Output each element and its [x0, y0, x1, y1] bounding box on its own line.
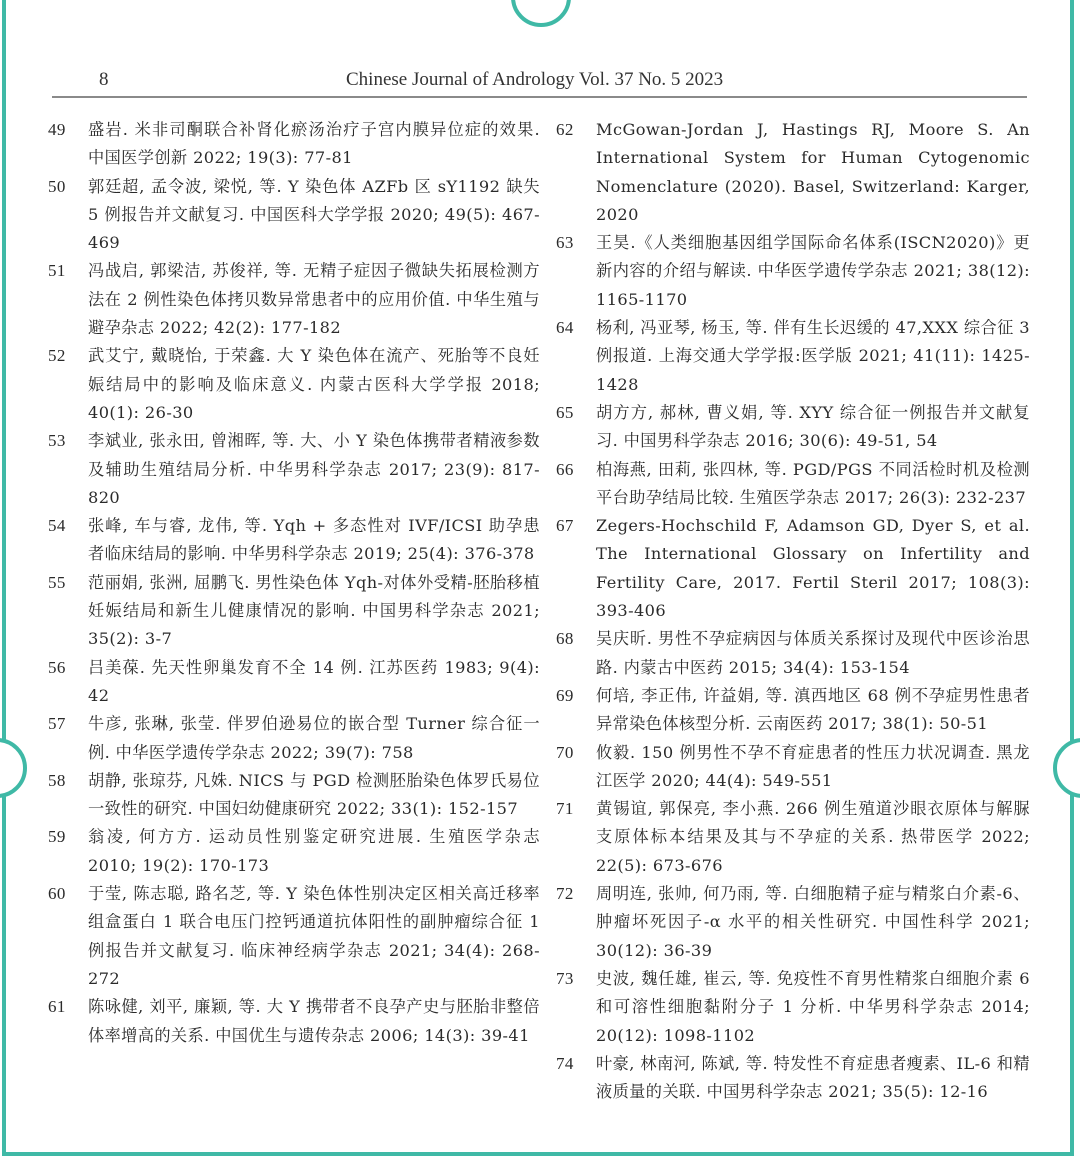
reference-item [556, 965, 1030, 1050]
reference-number: 64 [556, 318, 574, 338]
reference-text: 翁凌, 何方方. 运动员性别鉴定研究进展. 生殖医学杂志 2010; 19(2): 170-173 [88, 827, 540, 875]
reference-text: Zegers-Hochschild F, Adamson GD, Dyer S, et al. The International Glossary on Infertility and Fertility Care, 2017. Fertil Steril 2017; 108(3): 393-406 [596, 516, 1030, 621]
reference-number: 58 [48, 770, 66, 790]
reference-number: 62 [556, 120, 574, 139]
reference-item [48, 116, 540, 173]
reference-item [556, 314, 1030, 399]
reference-item [556, 116, 1030, 229]
reference-text: 史波, 魏任雄, 崔云, 等. 免疫性不育男性精浆白细胞介素 6 和可溶性细胞黏附分子 1 分析. 中华男科学杂志 2014; 20(12): 1098-1102 [596, 968, 1030, 1045]
reference-text: 盛岩. 米非司酮联合补肾化瘀汤治疗子宫内膜异位症的效果. 中国医学创新 2022; 19(3): 77-81 [88, 120, 540, 168]
reference-text: 杨利, 冯亚琴, 杨玉, 等. 伴有生长迟缓的 47,XXX 综合征 3 例报道. 上海交通大学学报:医学版 2021; 41(11): 1425-1428 [596, 318, 1030, 394]
reference-text: 吴庆昕. 男性不孕症病因与体质关系探讨及现代中医诊治思路. 内蒙古中医药 2015; 34(4): 153-154 [596, 629, 1030, 677]
reference-text: 于莹, 陈志聪, 路名芝, 等. Y 染色体性别决定区相关高迁移率组盒蛋白 1 联合电压门控钙通道抗体阳性的副肿瘤综合征 1 例报告并文献复习. 临床神经病学杂志 2021; 34(4): 268-272 [88, 884, 540, 988]
reference-number: 68 [556, 629, 574, 649]
reference-item [556, 682, 1030, 739]
reference-number: 72 [556, 884, 574, 904]
reference-item [556, 880, 1030, 965]
reference-item [556, 229, 1030, 314]
reference-number: 56 [48, 657, 66, 677]
reference-number: 61 [48, 997, 66, 1017]
reference-text: 何培, 李正伟, 许益娟, 等. 滇西地区 68 例不孕症男性患者异常染色体核型分析. 云南医药 2017; 38(1): 50-51 [596, 685, 1030, 734]
reference-item [48, 257, 540, 342]
reference-item [556, 456, 1030, 513]
reference-item [48, 173, 540, 258]
reference-number: 53 [48, 431, 66, 451]
references-left-column [48, 116, 540, 1050]
reference-number: 60 [48, 884, 66, 904]
reference-number: 59 [48, 827, 66, 847]
reference-text: 张峰, 车与睿, 龙伟, 等. Yqh + 多态性对 IVF/ICSI 助孕患者临床结局的影响. 中华男科学杂志 2019; 25(4): 376-378 [88, 516, 540, 564]
reference-number: 55 [48, 572, 66, 592]
reference-item [48, 767, 540, 824]
reference-number: 51 [48, 261, 66, 281]
reference-text: 叶豪, 林南河, 陈斌, 等. 特发性不育症患者瘦素、IL-6 和精液质量的关联. 中国男科学杂志 2021; 35(5): 12-16 [596, 1053, 1030, 1102]
reference-text: 柏海燕, 田莉, 张四林, 等. PGD/PGS 不同活检时机及检测平台助孕结局比较. 生殖医学杂志 2017; 26(3): 232-237 [596, 459, 1030, 507]
reference-number: 66 [556, 459, 574, 479]
reference-number: 49 [48, 120, 66, 139]
reference-text: 王昊.《人类细胞基因组学国际命名体系(ISCN2020)》更新内容的介绍与解读. 中华医学遗传学杂志 2021; 38(12): 1165-1170 [596, 233, 1030, 309]
left-notch-decoration [0, 738, 27, 798]
reference-text: 胡静, 张琼芬, 凡姝. NICS 与 PGD 检测胚胎染色体罗氏易位一致性的研究. 中国妇幼健康研究 2022; 33(1): 152-157 [88, 770, 540, 819]
reference-text: 郭廷超, 孟令波, 梁悦, 等. Y 染色体 AZFb 区 sY1192 缺失 5 例报告并文献复习. 中国医科大学学报 2020; 49(5): 467-469 [88, 176, 540, 253]
reference-item [48, 654, 540, 711]
references-right-column [556, 116, 1030, 1106]
reference-item [48, 427, 540, 512]
reference-text: 周明连, 张帅, 何乃雨, 等. 白细胞精子症与精浆白介素-6、肿瘤坏死因子-α 水平的相关性研究. 中国性科学 2021; 30(12): 36-39 [596, 884, 1030, 960]
reference-number: 65 [556, 402, 574, 422]
reference-item [48, 342, 540, 427]
reference-text: 吕美葆. 先天性卵巢发育不全 14 例. 江苏医药 1983; 9(4): 42 [88, 657, 540, 705]
reference-number: 67 [556, 516, 574, 536]
reference-item [48, 880, 540, 993]
reference-item [48, 512, 540, 569]
reference-number: 52 [48, 346, 66, 366]
reference-text: 冯战启, 郭梁洁, 苏俊祥, 等. 无精子症因子微缺失拓展检测方法在 2 例性染色体拷贝数异常患者中的应用价值. 中华生殖与避孕杂志 2022; 42(2): 177-182 [88, 261, 540, 338]
reference-number: 74 [556, 1053, 574, 1073]
reference-item [48, 710, 540, 767]
reference-text: 攸毅. 150 例男性不孕不育症患者的性压力状况调查. 黑龙江医学 2020; 44(4): 549-551 [596, 742, 1030, 790]
reference-item [556, 739, 1030, 796]
reference-number: 50 [48, 176, 66, 196]
reference-item [556, 795, 1030, 880]
reference-number: 71 [556, 799, 574, 819]
right-notch-decoration [1053, 738, 1080, 798]
reference-number: 69 [556, 685, 574, 705]
running-header [52, 66, 1027, 98]
reference-text: McGowan-Jordan J, Hastings RJ, Moore S. An International System for Human Cytogenomic Nomenclature (2020). Basel, Switzerland: Karger, 2020 [596, 120, 1030, 224]
page-number: 8 [99, 69, 109, 90]
reference-text: 黄锡谊, 郭保亮, 李小燕. 266 例生殖道沙眼衣原体与解脲支原体标本结果及其与不孕症的关系. 热带医学 2022; 22(5): 673-676 [596, 799, 1030, 875]
reference-item [48, 823, 540, 880]
reference-number: 57 [48, 714, 66, 734]
reference-item [48, 993, 540, 1050]
reference-number: 54 [48, 516, 66, 536]
reference-item [48, 569, 540, 654]
reference-number: 73 [556, 968, 574, 988]
reference-item [556, 399, 1030, 456]
reference-text: 武艾宁, 戴晓怡, 于荣鑫. 大 Y 染色体在流产、死胎等不良妊娠结局中的影响及临床意义. 内蒙古医科大学学报 2018; 40(1): 26-30 [88, 346, 540, 422]
reference-item [556, 512, 1030, 625]
journal-title-line: Chinese Journal of Andrology Vol. 37 No. 5 2023 [346, 69, 724, 90]
reference-text: 范丽娟, 张洲, 屈鹏飞. 男性染色体 Yqh-对体外受精-胚胎移植妊娠结局和新生儿健康情况的影响. 中国男科学杂志 2021; 35(2): 3-7 [88, 572, 540, 649]
reference-text: 牛彦, 张琳, 张莹. 伴罗伯逊易位的嵌合型 Turner 综合征一例. 中华医学遗传学杂志 2022; 39(7): 758 [88, 714, 540, 762]
top-notch-decoration [511, 0, 571, 27]
reference-number: 70 [556, 742, 574, 762]
reference-number: 63 [556, 233, 574, 253]
reference-item [556, 625, 1030, 682]
reference-text: 胡方方, 郝林, 曹义娟, 等. XYY 综合征一例报告并文献复习. 中国男科学杂志 2016; 30(6): 49-51, 54 [596, 402, 1030, 451]
reference-text: 陈咏健, 刘平, 廉颖, 等. 大 Y 携带者不良孕产史与胚胎非整倍体率增高的关系. 中国优生与遗传杂志 2006; 14(3): 39-41 [88, 997, 540, 1045]
reference-item [556, 1050, 1030, 1107]
reference-text: 李斌业, 张永田, 曾湘晖, 等. 大、小 Y 染色体携带者精液参数及辅助生殖结局分析. 中华男科学杂志 2017; 23(9): 817-820 [88, 431, 540, 507]
header-divider [52, 96, 1027, 98]
